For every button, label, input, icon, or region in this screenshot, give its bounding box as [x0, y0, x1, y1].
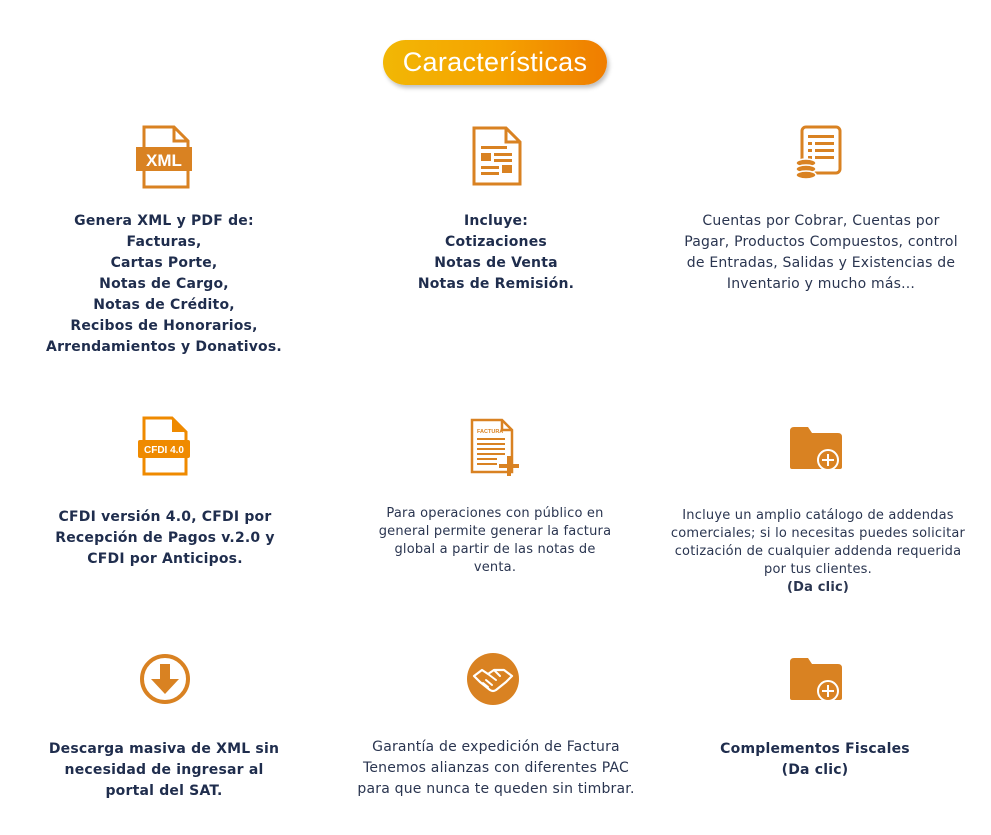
section-title: Características: [383, 40, 607, 85]
feature-text-xml: Genera XML y PDF de: Facturas, Cartas Porte, Notas de Cargo, Notas de Crédito, Recibos de Honorarios, Arrendamientos y Donativos.: [46, 213, 282, 355]
feature-text-global-invoice: Para operaciones con público en general permite generar la factura global a partir de las notas de venta.: [378, 506, 612, 575]
folder-add-icon: [790, 658, 844, 702]
feature-text-cfdi: CFDI versión 4.0, CFDI por Recepción de Pagos v.2.0 y CFDI por Anticipos.: [55, 509, 275, 567]
feature-text-includes: Incluye: Cotizaciones Notas de Venta Notas de Remisión.: [417, 213, 575, 292]
invoice-add-icon: [470, 418, 524, 478]
inventory-database-icon: [794, 125, 844, 183]
addendas-click-link[interactable]: (Da clic): [786, 580, 850, 595]
svg-text:CFDI 4.0: CFDI 4.0: [143, 445, 185, 456]
feature-text-complements: Complementos Fiscales (Da clic): [700, 739, 930, 781]
handshake-icon: [466, 652, 520, 706]
download-icon: [138, 652, 192, 706]
feature-text-accounts: Cuentas por Cobrar, Cuentas por Pagar, Productos Compuestos, control de Entradas, Salidas y Existencias de Inventario y mucho más...: [684, 213, 958, 292]
xml-file-icon: [136, 125, 192, 189]
feature-text-guarantee: Garantía de expedición de Factura Tenemos alianzas con diferentes PAC para que nunca te queden sin timbrar.: [357, 739, 635, 797]
cfdi-file-icon: [138, 416, 190, 476]
folder-add-icon: [790, 427, 844, 471]
complements-click-link[interactable]: (Da clic): [781, 762, 849, 778]
svg-text:XML: XML: [146, 151, 182, 170]
feature-text-addendas: Incluye un amplio catálogo de addendas comerciales; si lo necesitas puedes solicitar cotización de cualquier addenda requerida por tus clientes. (Da clic): [668, 507, 968, 597]
svg-text:FACTURA: FACTURA: [477, 429, 504, 435]
feature-text-download: Descarga masiva de XML sin necesidad de ingresar al portal del SAT.: [48, 741, 280, 799]
document-list-icon: [472, 126, 522, 186]
